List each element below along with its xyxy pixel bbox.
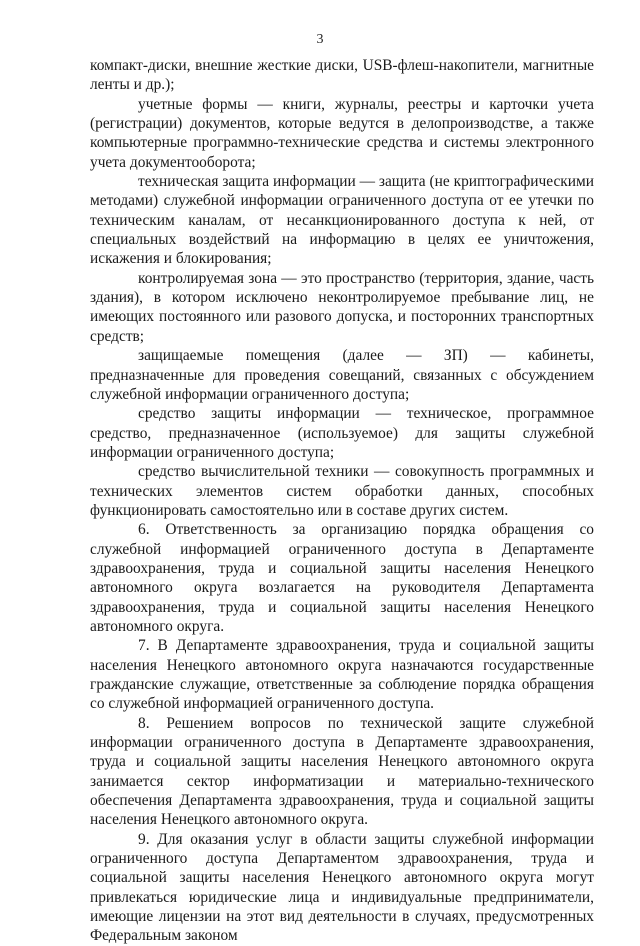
paragraph-item-9: 9. Для оказания услуг в области защиты служебной информации ограниченного доступа Департаментом здравоохранения, труда и социальной защиты населения Ненецкого автономного округа могут привлекаться юридические лица и индивидуальные предприниматели, имеющие лицензии на этот вид деятельности в случаях, предусмотренных Федеральным законом	[90, 830, 594, 945]
paragraph-definition-protected-rooms: защищаемые помещения (далее — ЗП) — кабинеты, предназначенные для проведения совещаний, связанных с обсуждением служебной информации ограниченного доступа;	[90, 347, 594, 403]
paragraph-item-8: 8. Решением вопросов по технической защите служебной информации ограниченного доступа в Департаменте здравоохранения, труда и социальной защиты населения Ненецкого автономного округа занимается сектор информатизации и материально-технического обеспечения Департамента здравоохранения, труда и социальной защиты населения Ненецкого автономного округа.	[90, 714, 594, 829]
paragraph-media-list-continuation: компакт-диски, внешние жесткие диски, USB-флеш-накопители, магнитные ленты и др.);	[90, 57, 594, 94]
paragraph-item-6: 6. Ответственность за организацию порядка обращения со служебной информацией ограниченного доступа в Департаменте здравоохранения, труда и социальной защиты населения Ненецкого автономного округа возлагается на руководителя Департамента здравоохранения, труда и социальной защиты населения Ненецкого автономного округа.	[90, 521, 594, 635]
paragraph-definition-protection-means: средство защиты информации — техническое, программное средство, предназначенное (используемое) для защиты служебной информации ограниченного доступа;	[90, 405, 594, 461]
document-body	[90, 56, 594, 946]
paragraph-item-7: 7. В Департаменте здравоохранения, труда и социальной защиты населения Ненецкого автономного округа назначаются государственные гражданские служащие, ответственные за соблюдение порядка обращения со служебной информацией ограниченного доступа.	[90, 637, 594, 713]
paragraph-definition-accounting-forms: учетные формы — книги, журналы, реестры и карточки учета (регистрации) документов, которые ведутся в делопроизводстве, а также компьютерные программно-технические средства и системы электронного учета документооборота;	[90, 95, 594, 171]
paragraph-definition-computing-means: средство вычислительной техники — совокупность программных и технических элементов систем обработки данных, способных функционировать самостоятельно или в составе других систем.	[90, 463, 594, 519]
paragraph-definition-controlled-zone: контролируемая зона — это пространство (территория, здание, часть здания), в котором исключено неконтролируемое пребывание лиц, не имеющих постоянного или разового допуска, и посторонних транспортных средств;	[90, 269, 594, 345]
paragraph-definition-technical-protection: техническая защита информации — защита (не криптографическими методами) служебной информации ограниченного доступа от ее утечки по техническим каналам, от несанкционированного доступа к ней, от специальных воздействий на информацию в целях ее уничтожения, искажения и блокирования;	[90, 173, 594, 268]
page-number: 3	[316, 32, 324, 47]
